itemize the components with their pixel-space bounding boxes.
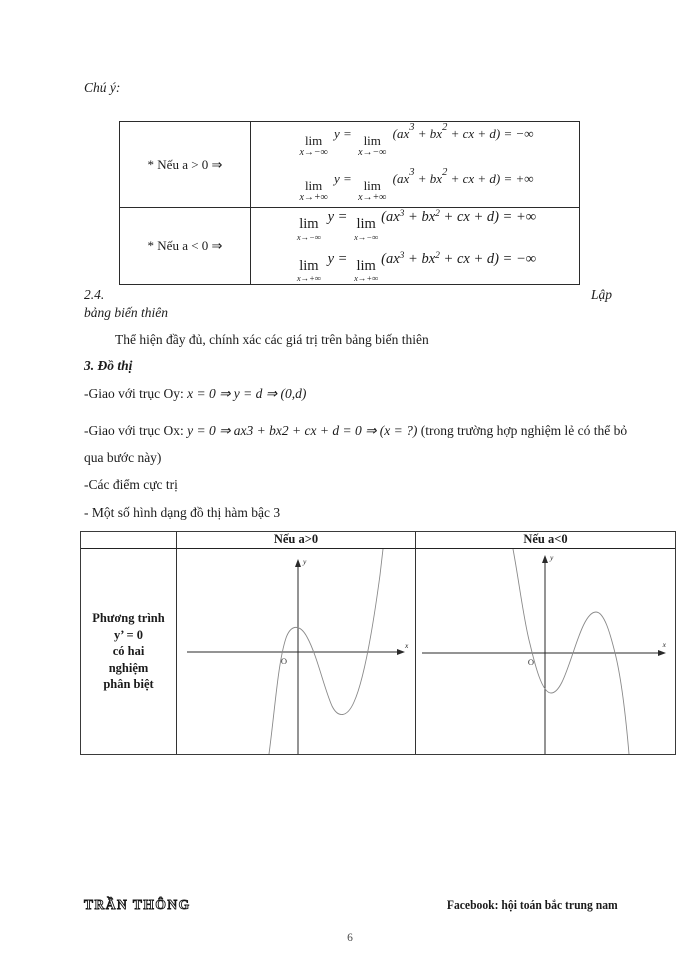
formula-line: lim x→−∞ y = lim x→−∞ ($ax^3 + bx^2$ + cx + d) = −∞ (299, 121, 534, 158)
graph-a-negative (416, 549, 675, 754)
extrema-line: -Các điểm cực trị (84, 477, 178, 492)
row-label-line: có hai (112, 644, 145, 659)
section-2-4-heading (84, 287, 612, 303)
x-axis-label: x (405, 641, 409, 650)
section-2-4-number: 2.4. (84, 287, 105, 302)
row-label-line: phân biệt (103, 677, 154, 692)
shapes-intro-line: - Một số hình dạng đồ thị hàm bậc 3 (84, 505, 281, 520)
x-axis-label: x (662, 640, 666, 649)
shapes-row-label (81, 549, 177, 754)
note-heading: Chú ý: (84, 80, 121, 95)
y-axis-label: y (303, 557, 307, 566)
section-2-4-continuation: bảng biến thiên (84, 305, 168, 320)
oy-intersection-line: -Giao với trục Oy: x = 0 ⇒ y = d ⇒ (0,d) (84, 386, 307, 401)
row-label-line: y’ = 0 (113, 627, 144, 642)
y-axis-arrow-icon (542, 555, 548, 563)
row-label-line: nghiệm (108, 660, 149, 675)
formula-line: lim x→−∞ y = lim x→−∞ ($ax^3 + bx^2$ + cx + d) = +∞ (296, 209, 537, 242)
x-axis-arrow-icon (658, 650, 666, 656)
formula-line: lim x→+∞ y = lim x→+∞ ($ax^3 + bx^2$ + cx + d) = −∞ (296, 250, 537, 283)
origin-label: O (527, 657, 534, 667)
origin-label: O (280, 656, 287, 666)
facebook-credit: Facebook: hội toán bắc trung nam (447, 898, 618, 912)
x-axis-arrow-icon (397, 649, 405, 655)
limits-a-negative-cell (251, 208, 579, 284)
row-label-line: Phương trình (92, 611, 165, 626)
page-footer (84, 897, 618, 913)
section-2-4-body: Thể hiện đầy đủ, chính xác các giá trị trên bảng biến thiên (115, 332, 429, 347)
formula-line: lim x→+∞ y = lim x→+∞ ($ax^3 + bx^2$ + cx + d) = +∞ (299, 167, 534, 203)
shapes-header-a-positive: Nếu a>0 (177, 532, 416, 549)
author-name: TRẦN THÔNG (84, 897, 191, 912)
shapes-table (80, 531, 676, 755)
cubic-graph-a-positive (177, 549, 416, 754)
y-axis-label: y (550, 553, 554, 562)
y-axis-arrow-icon (295, 559, 301, 567)
cubic-graph-a-negative (416, 549, 675, 754)
limits-table (119, 121, 580, 285)
graph-a-positive (177, 549, 416, 754)
section-2-4-right-word: Lập (590, 287, 612, 302)
ox-intersection-line: -Giao với trục Ox: y = 0 ⇒ ax3 + bx2 + cx + d = 0 ⇒ (x = ?) (trong trường hợp nghiệm lẻ có thể bỏ qua bước này) (84, 423, 628, 465)
limits-a-positive-cell (251, 122, 579, 208)
condition-a-negative: * Nếu a < 0 ⇒ (120, 208, 251, 284)
cubic-curve (513, 549, 629, 754)
page-number: 6 (347, 932, 353, 944)
section-3-title: 3. Đồ thị (84, 358, 133, 373)
shapes-header-a-negative: Nếu a<0 (416, 532, 675, 549)
shapes-header-empty (81, 532, 177, 549)
condition-a-positive: * Nếu a > 0 ⇒ (120, 122, 251, 208)
